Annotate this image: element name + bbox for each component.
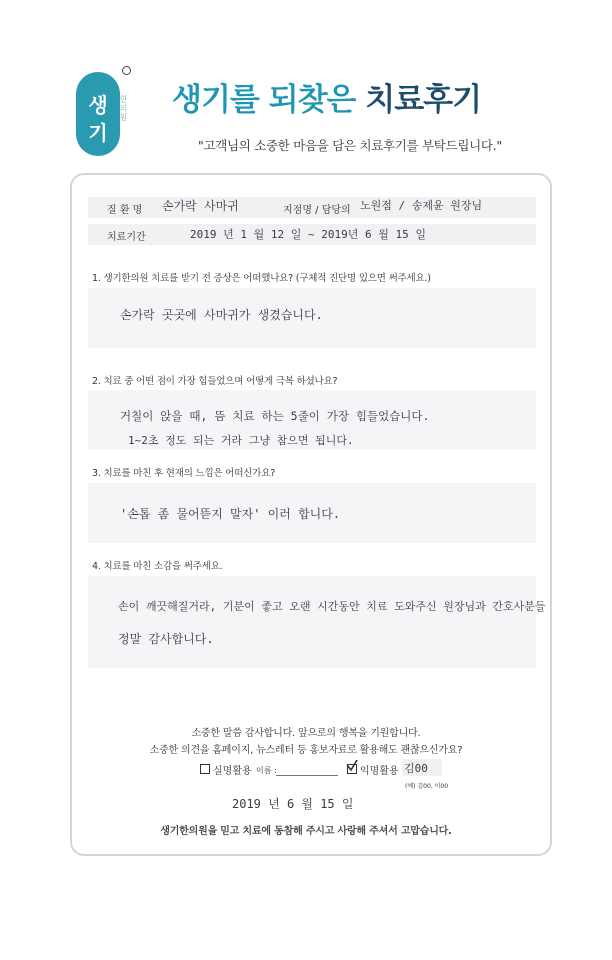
answer-2-line-2: 1~2초 정도 되는 거라 그냥 참으면 됩니다. [128, 434, 354, 447]
anon-example: (예) 김00, 이00 [405, 783, 449, 790]
branch-value[interactable]: 노원점 / 송제윤 원장님 [360, 199, 483, 212]
signature-date[interactable]: 2019 년 6 월 15 일 [232, 797, 354, 811]
question-3: 3. 치료를 마친 후 현재의 느낌은 어떠신가요? [92, 468, 276, 479]
answer-2-line-1: 거칠이 앉을 때, 뜸 치료 하는 5줄이 가장 힘들었습니다. [120, 409, 430, 423]
answer-box-4[interactable] [88, 576, 536, 668]
answer-1-line-1: 손가락 곳곳에 사마귀가 생겼습니다. [120, 308, 323, 322]
disease-value[interactable]: 손가락 사마귀 [162, 199, 239, 213]
logo-side-text: 한의원 [119, 95, 128, 122]
check-mark-icon [346, 760, 358, 772]
anon-name-value: 김00 [404, 762, 428, 775]
real-name-label: 실명활용 [213, 766, 252, 777]
answer-4-line-2: 정말 감사합니다. [118, 632, 214, 646]
svg-text:기: 기 [88, 121, 108, 145]
closing-message: 생기한의원을 믿고 치료에 동참해 주시고 사랑해 주셔서 고맙습니다. [160, 826, 452, 837]
page-subtitle: "고객님의 소중한 마음을 담은 치료후기를 부탁드립니다." [198, 138, 502, 153]
answer-3-line-1: '손톱 좀 물어뜯지 말자' 이러 합니다. [120, 507, 341, 521]
real-name-checkbox[interactable] [200, 764, 210, 774]
period-value[interactable]: 2019 년 1 월 12 일 ~ 2019년 6 월 15 일 [190, 228, 426, 241]
branch-label: 지점명 / 담당의 [283, 205, 351, 216]
answer-4-line-1: 손이 깨끗해질거라, 기분이 좋고 오랜 시간동안 치료 도와주신 원장님과 간호사분들 [118, 600, 546, 613]
name-label: 이름 : [256, 766, 277, 775]
thanks-line-1: 소중한 말씀 감사합니다. 앞으로의 행복을 기원합니다. [191, 728, 421, 739]
svg-text:생: 생 [88, 93, 108, 117]
disease-label: 질 환 명 [107, 205, 143, 216]
page-title: 생기를 되찾은 치료후기 [172, 82, 482, 118]
logo-dot-icon [122, 66, 131, 75]
question-4: 4. 치료를 마친 소감을 써주세요. [92, 561, 223, 572]
period-label: 치료기간 [107, 232, 146, 243]
anon-checkbox[interactable] [347, 764, 357, 774]
thanks-line-2: 소중한 의견을 홈페이지, 뉴스레터 등 홍보자료로 활용해도 괜찮으신가요? [149, 745, 463, 756]
name-underline[interactable] [276, 775, 338, 776]
question-2: 2. 치료 중 어떤 점이 가장 힘들었으며 어떻게 극복 하셨나요? [92, 376, 338, 387]
anon-label: 익명활용 [360, 766, 399, 777]
question-1: 1. 생기한의원 치료를 받기 전 증상은 어떠했나요? (구체적 진단명 있으면 써주세요.) [92, 273, 431, 284]
